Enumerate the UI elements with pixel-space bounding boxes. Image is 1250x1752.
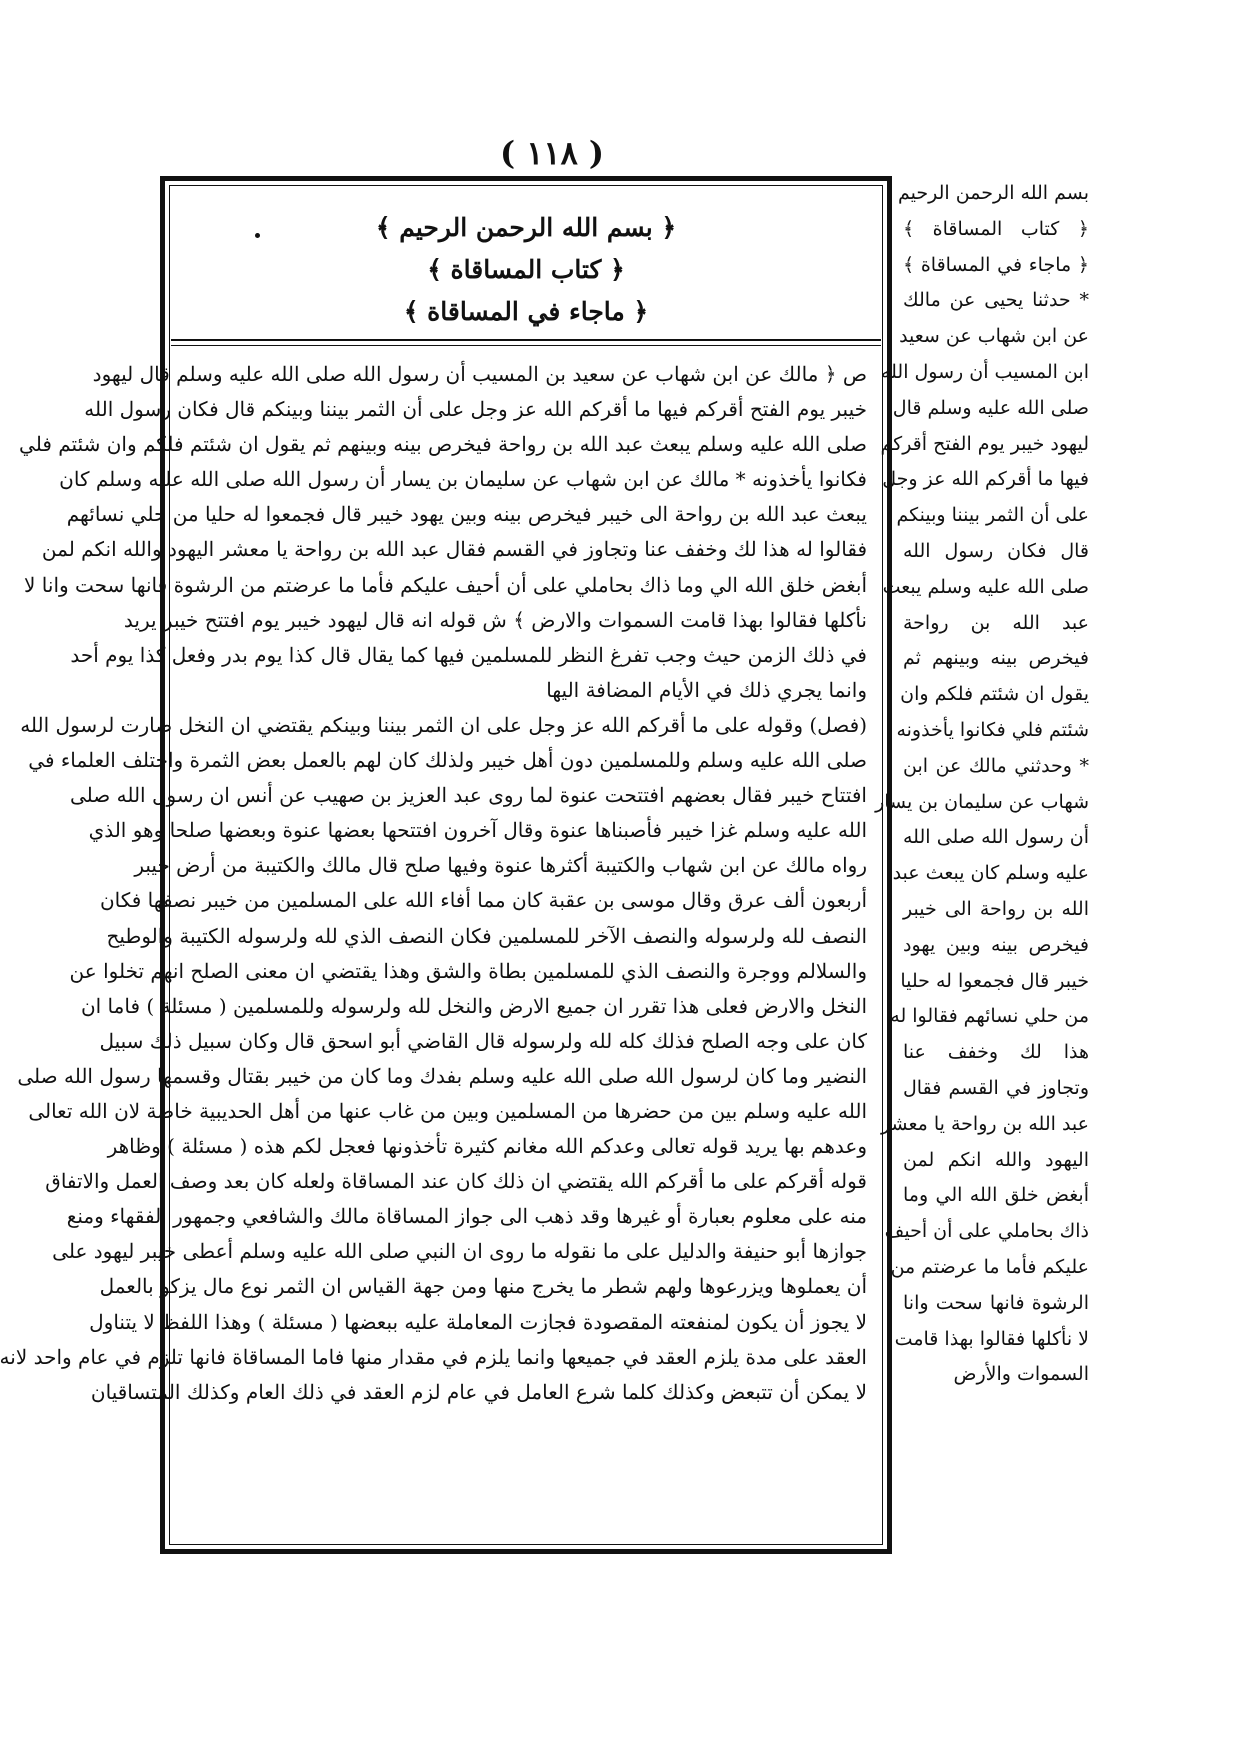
side-line: عبد الله بن رواحة <box>903 611 1089 634</box>
commentary-line: النضير وما كان لرسول الله صلى الله عليه وسلم بفدك وما كان من خيبر بقتال وقسمها رسول الله صلى <box>17 1063 867 1088</box>
commentary-line: فكانوا يأخذونه * مالك عن ابن شهاب عن سليمان بن يسار أن رسول الله صلى الله عليه وسلم كان <box>59 467 867 492</box>
commentary-line: في ذلك الزمن حيث وجب تفرغ النظر للمسلمين فيها كما يقال قال كذا يوم بدر وفعل كذا يوم أحد <box>70 642 867 667</box>
side-line: من حلي نسائهم فقالوا له <box>890 1005 1089 1028</box>
commentary-line: نأكلها فقالوا بهذا قامت السموات والارض ﴾ ش قوله انه قال ليهود خيبر يوم افتتح خيبر يريد <box>123 607 867 632</box>
side-line: ﴿ ماجاء في المساقاة ﴾ <box>903 253 1089 276</box>
side-line: هذا لك وخفف عنا <box>903 1041 1089 1064</box>
commentary-line: (فصل) وقوله على ما أقركم الله عز وجل على ان الثمر بيننا وبينكم يقتضي ان النخل صارت لرسول الله <box>20 712 867 737</box>
commentary-line: جوازها أبو حنيفة والدليل على ما نقوله ما روى ان النبي صلى الله عليه وسلم أعطى خيبر ليهود على <box>52 1239 867 1264</box>
commentary-line: فقالوا له هذا لك وخفف عنا وتجاوز في القسم فقال عبد الله بن رواحة يا معشر اليهود والله انكم لمن <box>41 537 867 562</box>
side-line: * حدثنا يحيى عن مالك <box>903 289 1089 312</box>
side-line: الله بن رواحة الى خيبر <box>903 897 1089 920</box>
side-line: خيبر قال فجمعوا له حليا <box>900 969 1089 992</box>
commentary-line: ص ﴿ مالك عن ابن شهاب عن سعيد بن المسيب أن رسول الله صلى الله عليه وسلم قال ليهود <box>92 362 867 386</box>
side-line: ابن المسيب أن رسول الله <box>880 360 1089 383</box>
side-line: وتجاوز في القسم فقال <box>903 1076 1089 1099</box>
commentary-line: كان على وجه الصلح فذلك كله لله ولرسوله قال القاضي أبو اسحق قال وكان سبيل ذلك سبيل <box>99 1028 867 1053</box>
commentary-line: العقد على مدة يلزم العقد في جميعها وانما يلزم في مقدار منها فاما المساقاة فانها تلزم في عام واحد لانه <box>0 1344 867 1369</box>
book-title-heading: ﴿ كتاب المساقاة ﴾ <box>427 255 625 284</box>
side-line: يقول ان شئتم فلكم وان <box>900 683 1089 706</box>
side-line: فيخرص بينه وبين يهود <box>903 933 1089 956</box>
side-line: * وحدثني مالك عن ابن <box>903 754 1089 777</box>
side-line: ﴿ كتاب المساقاة ﴾ <box>903 217 1089 240</box>
commentary-line: أبغض خلق الله الي وما ذاك بحاملي على أن أحيف عليكم فأما ما عرضتم من الرشوة فانها سحت وانا لا <box>24 572 867 597</box>
side-line: عبد الله بن رواحة يا معشر <box>881 1112 1089 1135</box>
side-line: ذاك بحاملي على أن أحيف <box>884 1220 1089 1243</box>
main-text-frame <box>0 176 892 1554</box>
side-line: عليه وسلم كان يبعث عبد <box>892 862 1089 885</box>
chapter-title-heading: ﴿ ماجاء في المساقاة ﴾ <box>403 297 649 326</box>
heading-separator <box>171 339 881 341</box>
side-line: على أن الثمر بيننا وبينكم <box>896 504 1089 527</box>
side-line: فيخرص بينه وبينهم ثم <box>903 647 1089 670</box>
side-line: عن ابن شهاب عن سعيد <box>899 325 1089 348</box>
commentary-line: النخل والارض فعلى هذا تقرر ان جميع الارض والنخل لله ولرسوله وللمسلمين ( مسئلة ) فاما ان <box>80 993 867 1018</box>
commentary-line: خيبر يوم الفتح أقركم فيها ما أقركم الله عز وجل على أن الثمر بيننا وبينكم قال فكان رسول الله <box>84 397 867 422</box>
side-line: شهاب عن سليمان بن يسار <box>875 790 1089 813</box>
commentary-line: وعدهم بها يريد قوله تعالى وعدكم الله مغانم كثيرة تأخذونها فعجل لكم هذه ( مسئلة ) وظاهر <box>107 1134 867 1159</box>
side-hadith-column <box>875 176 1089 1393</box>
side-line: صلى الله عليه وسلم يبعث <box>882 575 1089 598</box>
heading-separator-inner <box>171 345 881 346</box>
side-line: عليكم فأما ما عرضتم من <box>890 1255 1089 1278</box>
side-line: اليهود والله انكم لمن <box>903 1148 1089 1171</box>
side-line: شئتم فلي فكانوا يأخذونه <box>896 718 1089 741</box>
main-heading-block <box>165 207 887 333</box>
commentary-line: الله عليه وسلم غزا خيبر فأصبناها عنوة وقال آخرون افتتحها بعضها عنوة وبعضها صلحا وهو الذي <box>88 818 867 843</box>
commentary-text <box>0 357 867 1531</box>
commentary-line: وانما يجري ذلك في الأيام المضافة اليها <box>546 677 867 702</box>
side-line: الرشوة فانها سحت وانا <box>903 1291 1089 1314</box>
commentary-line: افتتاح خيبر فقال بعضهم افتتحت عنوة لما روى عبد العزيز بن صهيب عن أنس ان رسول الله صلى <box>69 783 867 808</box>
side-line: السموات والأرض <box>953 1363 1089 1386</box>
side-line: ليهود خيبر يوم الفتح أقركم <box>880 432 1089 455</box>
commentary-line: أن يعملوها ويزرعوها ولهم شطر ما يخرج منها ومن جهة القياس ان الثمر نوع مال يزكو بالعمل <box>99 1274 867 1299</box>
side-line: صلى الله عليه وسلم قال <box>892 396 1089 419</box>
basmala-heading: ﴿ بسم الله الرحمن الرحيم ﴾ <box>375 213 677 242</box>
commentary-line: رواه مالك عن ابن شهاب والكتيبة أكثرها عنوة وفيها صلح قال مالك والكتيبة من أرض خيبر <box>134 853 867 878</box>
page-number: ( ١١٨ ) <box>499 134 605 172</box>
commentary-line: والسلالم ووجرة والنصف الذي للمسلمين بطاة والشق وهذا يقتضي ان معنى الصلح انهم تخلوا عن <box>69 958 867 983</box>
commentary-line: النصف لله ولرسوله والنصف الآخر للمسلمين فكان النصف الذي لله ولرسوله الكتيبة والوطيح <box>106 923 867 948</box>
side-line: بسم الله الرحمن الرحيم <box>898 182 1089 204</box>
commentary-line: صلى الله عليه وسلم وللمسلمين دون أهل خيبر ولذلك كان لهم بالعمل بعض الثمرة واختلف العلماء في <box>28 748 867 773</box>
side-line: قال فكان رسول الله <box>903 539 1089 562</box>
commentary-line: لا يمكن أن تتبعض وكذلك كلما شرع العامل في عام لزم العقد في ذلك العام وكذلك المتساقيان <box>90 1379 867 1404</box>
side-line: فيها ما أقركم الله عز وجل <box>882 468 1089 491</box>
commentary-line: يبعث عبد الله بن رواحة الى خيبر فيخرص بينه وبين يهود خيبر قال فجمعوا له حليا من حلي نسائهم <box>66 502 867 527</box>
commentary-line: قوله أقركم على ما أقركم الله يقتضي ان ذلك كان عند المساقاة ولعله كان بعد وصف العمل والاتفاق <box>45 1169 867 1194</box>
side-line: لا نأكلها فقالوا بهذا قامت <box>894 1327 1089 1350</box>
commentary-line: أربعون ألف عرق وقال موسى بن عقبة كان مما أفاء الله على المسلمين من خيبر نصفها فكان <box>99 888 867 913</box>
side-line: أبغض خلق الله الي وما <box>903 1184 1089 1207</box>
side-line: أن رسول الله صلى الله <box>903 826 1089 849</box>
commentary-line: منه على معلوم بعبارة أو غيرها وقد ذهب الى جواز المساقاة مالك والشافعي وجمهور الفقهاء ومنع <box>66 1204 867 1229</box>
commentary-line: الله عليه وسلم بين من حضرها من المسلمين وبين من غاب عنها من أهل الحديبية خاصة لان الله تعالى <box>28 1098 867 1123</box>
commentary-line: صلى الله عليه وسلم يبعث عبد الله بن رواحة فيخرص بينه وبينهم ثم يقول ان شئتم فلكم وان شئتم فلي <box>19 432 867 457</box>
commentary-line: لا يجوز أن يكون لمنفعته المقصودة فجازت المعاملة عليه ببعضها ( مسئلة ) وهذا اللفظ لا يتناول <box>89 1309 867 1334</box>
